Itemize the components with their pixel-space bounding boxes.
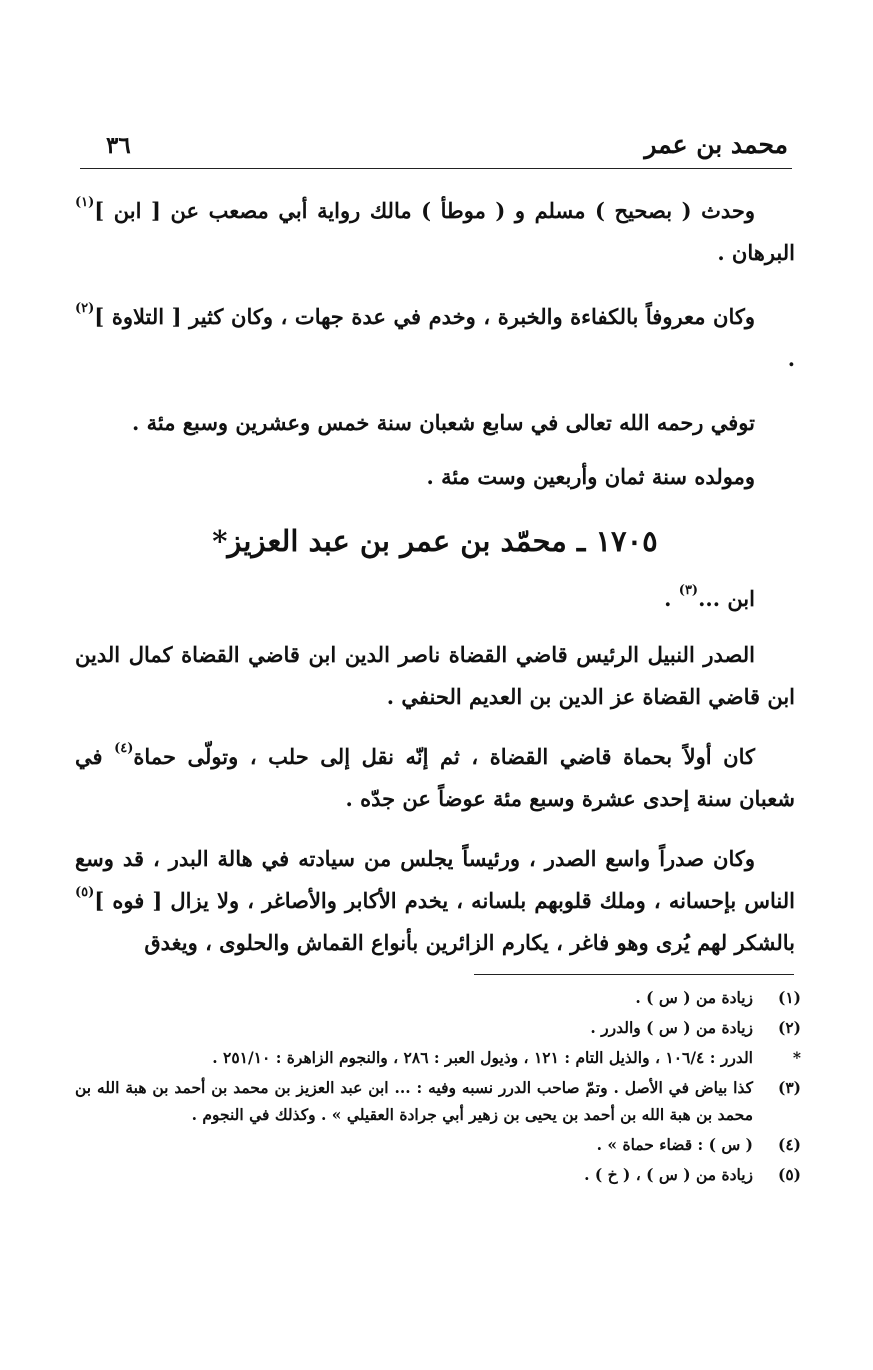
footnote-ref-1: (١) xyxy=(75,195,95,210)
footnote-divider xyxy=(474,974,794,975)
footnote-text: ( س ) : قضاء حماة » . xyxy=(596,1135,753,1154)
footnote-item xyxy=(75,1014,801,1041)
footnote-mark: (٣) xyxy=(777,1078,801,1097)
footnote-item xyxy=(75,1131,801,1158)
footnote-mark: * xyxy=(792,1048,801,1067)
entry-heading: ١٧٠٥ ـ محمّد بن عمر بن عبد العزيز* xyxy=(212,524,658,558)
footnote-item xyxy=(75,984,801,1011)
footnotes xyxy=(75,984,801,1191)
paragraph-death-date: توفي رحمه الله تعالى في سابع شعبان سنة خمس وعشرين وسبع مئة . xyxy=(132,410,755,435)
previous-entry-text-2 xyxy=(75,296,795,380)
previous-entry-birth xyxy=(75,456,795,498)
previous-entry-text xyxy=(75,190,795,274)
footnote-mark: (١) xyxy=(777,988,801,1007)
footnote-text: زيادة من ( س ) ، ( خ ) . xyxy=(584,1165,753,1184)
footnote-ref-5: (٥) xyxy=(75,885,95,900)
footnote-ref-4: (٤) xyxy=(114,741,134,756)
page-number: ٣٦ xyxy=(106,132,131,159)
paragraph-titles: الصدر النبيل الرئيس قاضي القضاة ناصر الدين ابن قاضي القضاة كمال الدين ابن قاضي القضاة عز الدين بن العديم الحنفي . xyxy=(75,642,795,709)
paragraph-lineage: ابن ...$^{(٣)}$ . xyxy=(664,583,755,611)
paragraph-hadith: وحدث ( بصحيح ) مسلم و ( موطأ ) مالك رواية أبي مصعب عن [ ابن ]$^{(١)}$ البرهان . xyxy=(75,195,795,265)
entry-titles xyxy=(75,634,795,718)
paragraph-character: وكان صدراً واسع الصدر ، ورئيساً يجلس من سيادته في هالة البدر ، قد وسع الناس بإحسانه ، وملك قلوبهم بلسانه ، يخدم الأكابر والأصاغر ، ولا يزال [ فوه ]$^{(٥)}$ بالشكر لهم يُرى وهو فاغر ، يكارم الزائرين بأنواع القماش والحلوى ، ويغدق xyxy=(75,846,795,955)
footnote-ref-2: (٢) xyxy=(75,301,95,316)
running-title: محمد بن عمر xyxy=(644,130,788,159)
footnote-ref-3: (٣) xyxy=(678,583,699,598)
paragraph-career: كان أولاً بحماة قاضي القضاة ، ثم إنّه نقل إلى حلب ، وتولّى حماة$^{(٤)}$ في شعبان سنة إحدى عشرة وسبع مئة عوضاً عن جدّه . xyxy=(75,741,795,811)
footnote-text: زيادة من ( س ) والدرر . xyxy=(590,1018,753,1037)
footnote-mark: (٢) xyxy=(777,1018,801,1037)
entry-lineage xyxy=(75,578,795,620)
footnote-mark: (٥) xyxy=(777,1165,801,1184)
footnote-text: زيادة من ( س ) . xyxy=(635,988,753,1007)
entry-character xyxy=(75,838,795,964)
footnote-mark: (٤) xyxy=(777,1135,801,1154)
page-header xyxy=(78,130,796,166)
footnote-item xyxy=(75,1074,801,1128)
paragraph-birth-date: ومولده سنة ثمان وأربعين وست مئة . xyxy=(426,464,755,489)
header-divider xyxy=(80,168,792,169)
footnote-text: الدرر : ١٠٦/٤ ، والذيل التام : ١٢١ ، وذيول العبر : ٢٨٦ ، والنجوم الزاهرة : ٢٥١/١٠ . xyxy=(212,1048,753,1067)
footnote-item xyxy=(75,1044,801,1071)
entry-career xyxy=(75,736,795,820)
footnote-text: كذا بياض في الأصل . وتمّ صاحب الدرر نسبه وفيه : ... ابن عبد العزيز بن محمد بن أحمد بن هبة الله بن محمد بن هبة الله بن أحمد بن يحيى بن زهير أبي جرادة العقيلي » . وكذلك في النجوم . xyxy=(75,1078,753,1124)
paragraph-qualities: وكان معروفاً بالكفاءة والخبرة ، وخدم في عدة جهات ، وكان كثير [ التلاوة ]$^{(٢)}$ . xyxy=(75,301,795,371)
previous-entry-death xyxy=(75,402,795,444)
footnote-item xyxy=(75,1161,801,1188)
